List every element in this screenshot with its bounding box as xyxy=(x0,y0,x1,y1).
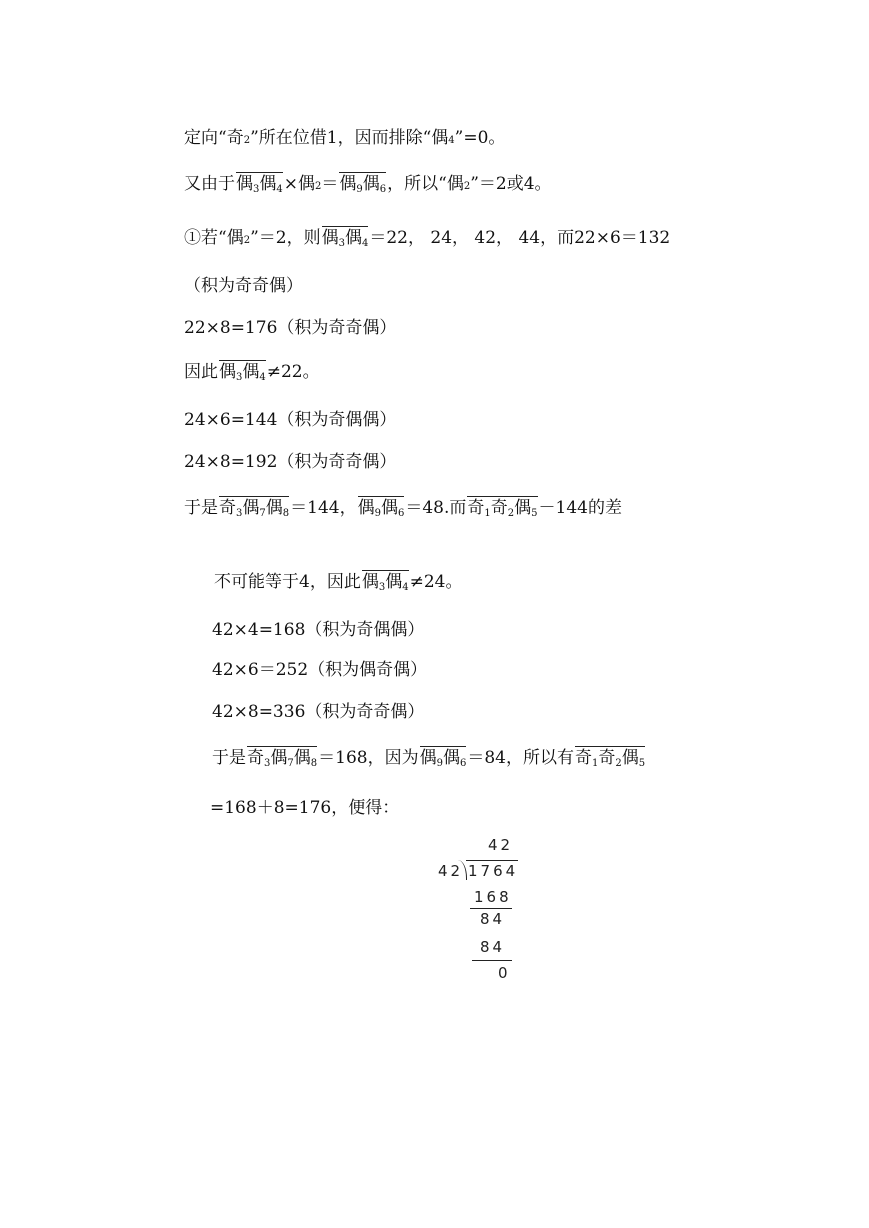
text-line: 定向“奇 2 ”所在位借1，因而排除“偶 4 ”=0。 xyxy=(184,128,506,148)
text-line xyxy=(210,796,399,820)
digit-position-subscript: 4 xyxy=(259,372,266,383)
overlined-number xyxy=(358,496,405,518)
digit-position-subscript: 3 xyxy=(264,758,271,769)
digit-position-subscript: 7 xyxy=(287,758,294,769)
text-run: =168＋8=176，便得： xyxy=(210,798,400,818)
digit-position-subscript: 4 xyxy=(361,238,369,249)
text-run: （积为奇奇偶） xyxy=(184,276,303,296)
text-run: ”＝2，则 xyxy=(250,228,321,248)
digit-position-subscript: 7 xyxy=(259,508,266,519)
division-step-2: 84 xyxy=(480,938,506,956)
text-line: 又由于 偶$_3$偶$_4$ ×偶 2 ＝ 偶$_9$偶$_6$ ，所以“偶 2 ”＝2或4。 xyxy=(184,174,552,195)
text-run: ＝22， 24， 42， 44，而22×6＝132 xyxy=(369,228,671,248)
division-divisor: 42 xyxy=(438,862,464,880)
division-step-1: 168 xyxy=(474,888,512,906)
text-run: ”＝2或4。 xyxy=(470,174,552,194)
digit-position-subscript: 9 xyxy=(374,508,381,519)
division-remainder-1: 84 xyxy=(480,910,506,928)
text-line xyxy=(184,496,622,520)
text-run: 24×8=192（积为奇奇偶） xyxy=(184,452,397,472)
text-run: ，所以“偶 xyxy=(387,174,464,194)
text-run: ＝84，所以有 xyxy=(467,748,574,768)
text-line xyxy=(212,658,427,682)
overlined-number xyxy=(339,172,386,194)
overlined-number xyxy=(575,746,645,768)
digit-token: 偶 xyxy=(344,228,362,248)
text-line xyxy=(184,408,396,432)
text-run: ”所在位借1，因而排除“偶 xyxy=(250,128,449,148)
digit-position-subscript: 1 xyxy=(591,758,599,769)
text-run: 42×8=336（积为奇奇偶） xyxy=(212,702,425,722)
overlined-number xyxy=(219,360,266,382)
text-run: 22×8=176（积为奇奇偶） xyxy=(184,318,397,338)
digit-position-subscript: 1 xyxy=(484,508,491,519)
digit-token: 偶 xyxy=(357,498,375,518)
digit-token: 偶 xyxy=(419,748,437,768)
text-run: ①若“偶 xyxy=(184,228,244,248)
digit-position-subscript: 2 xyxy=(615,758,622,769)
division-bar xyxy=(466,860,518,861)
overlined-number xyxy=(420,746,467,768)
digit-position-subscript: 3 xyxy=(338,238,345,249)
digit-position-subscript: 2 xyxy=(507,508,515,519)
text-run: ”=0。 xyxy=(454,128,506,148)
division-rule-2 xyxy=(472,960,512,961)
digit-position-subscript: 9 xyxy=(356,184,363,195)
division-rule-1 xyxy=(470,908,512,909)
text-run: ＝ xyxy=(321,174,339,194)
digit-token: 偶 xyxy=(339,174,357,194)
digit-position-subscript: 6 xyxy=(397,508,405,519)
digit-token: 偶 xyxy=(270,748,288,768)
digit-position-subscript: 6 xyxy=(379,184,387,195)
digit-token: 偶 xyxy=(265,498,283,518)
digit-token: 偶 xyxy=(362,174,380,194)
digit-token: 奇 xyxy=(574,748,592,768)
digit-token: 偶 xyxy=(514,498,532,518)
text-run: 42×4=168（积为奇偶偶） xyxy=(212,620,425,640)
text-run: 不可能等于4，因此 xyxy=(214,572,361,592)
digit-position-subscript: 4 xyxy=(276,184,283,195)
digit-token: 偶 xyxy=(242,362,260,382)
division-bracket xyxy=(458,860,467,880)
text-run: 于是 xyxy=(212,748,246,768)
text-run: 24×6=144（积为奇偶偶） xyxy=(184,410,397,430)
overlined-number xyxy=(467,496,537,518)
text-line xyxy=(184,360,320,384)
overlined-number xyxy=(247,746,317,768)
digit-position-subscript: 4 xyxy=(402,582,409,593)
digit-token: 偶 xyxy=(621,748,639,768)
digit-token: 奇 xyxy=(490,498,508,518)
text-run: 因此 xyxy=(184,362,218,382)
digit-token: 偶 xyxy=(259,174,277,194)
digit-position-subscript: 3 xyxy=(378,582,386,593)
digit-position-subscript: 3 xyxy=(253,184,260,195)
text-line xyxy=(212,746,646,770)
digit-token: 奇 xyxy=(598,748,616,768)
digit-position-subscript: 5 xyxy=(638,758,646,769)
digit-position-subscript: 3 xyxy=(236,372,243,383)
digit-position-subscript: 9 xyxy=(436,758,443,769)
division-dividend: 1764 xyxy=(468,862,519,880)
text-line: ①若“偶 2 ”＝2，则 偶$_3$偶$_4$ ＝22， 24， 42， 44，而22×6＝132 xyxy=(184,228,671,249)
digit-token: 偶 xyxy=(385,572,403,592)
text-run: 于是 xyxy=(184,498,218,518)
digit-position-subscript: 3 xyxy=(236,508,243,519)
text-run: ×偶 xyxy=(283,174,315,194)
digit-token: 偶 xyxy=(380,498,398,518)
digit-token: 奇 xyxy=(219,498,236,518)
text-run: 又由于 xyxy=(184,174,235,194)
text-line xyxy=(214,570,462,594)
overlined-number xyxy=(362,570,409,592)
division-quotient: 42 xyxy=(488,836,514,854)
text-line xyxy=(184,450,396,474)
text-run: 定向“奇 xyxy=(184,128,244,148)
text-run: ＝48.而 xyxy=(405,498,467,518)
text-line xyxy=(184,316,396,340)
digit-token: 奇 xyxy=(247,748,264,768)
digit-position-subscript: 6 xyxy=(459,758,467,769)
text-line xyxy=(184,274,303,298)
digit-token: 偶 xyxy=(236,174,253,194)
digit-position-subscript: 8 xyxy=(282,508,290,519)
text-line xyxy=(212,700,424,724)
digit-token: 偶 xyxy=(361,572,379,592)
digit-token: 偶 xyxy=(242,498,260,518)
text-run: ≠22。 xyxy=(266,362,320,382)
digit-token: 偶 xyxy=(442,748,460,768)
digit-position-subscript: 8 xyxy=(310,758,318,769)
overlined-number xyxy=(236,172,283,194)
text-run: －144的差 xyxy=(538,498,622,518)
overlined-number xyxy=(322,226,369,248)
digit-token: 奇 xyxy=(467,498,485,518)
long-division xyxy=(430,836,550,986)
text-run: ＝168，因为 xyxy=(318,748,419,768)
text-run: ≠24。 xyxy=(409,572,463,592)
text-run: ＝144， xyxy=(290,498,357,518)
division-remainder-final: 0 xyxy=(498,964,511,982)
digit-token: 偶 xyxy=(293,748,311,768)
digit-position-subscript: 5 xyxy=(531,508,538,519)
overlined-number xyxy=(219,496,289,518)
digit-token: 偶 xyxy=(321,228,339,248)
text-run: 42×6＝252（积为偶奇偶） xyxy=(212,660,428,680)
digit-token: 偶 xyxy=(219,362,236,382)
text-line xyxy=(212,618,424,642)
